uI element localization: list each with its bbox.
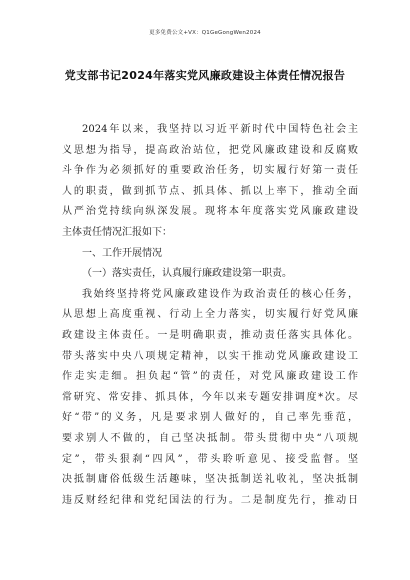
paragraph-line: 带头落实中央八项规定精神，以实干推动党风廉政建设工 <box>62 350 358 362</box>
paragraph-line: 作走实走细。担负起“管”的责任，对党风廉政建设工作 <box>62 371 358 383</box>
header-note: 更多免费公文+VX：Q1GeGongWen2024 <box>149 30 261 36</box>
paragraph-line: 定”，带头狠刹“四风”，带头聆听意见、接受监督。坚 <box>62 453 358 465</box>
document-title: 党支部书记2024年落实党风廉政建设主体责任情况报告 <box>64 69 346 82</box>
paragraph-line: 决抵制庸俗低级生活趣味，坚决抵制送礼收礼，坚决抵制 <box>62 474 358 486</box>
paragraph-line: 违反财经纪律和党纪国法的行为。二是制度先行，推动日 <box>62 494 358 506</box>
paragraph-line: 我始终坚持将党风廉政建设作为政治责任的核心任务， <box>82 288 358 300</box>
paragraph-line: 人的职责，做到抓节点、抓具体、抓以上率下，推动全面 <box>62 185 358 197</box>
document-body <box>62 120 358 511</box>
paragraph-line: 义思想为指导，提高政治站位，把党风廉政建设和反腐败 <box>62 144 358 156</box>
paragraph-line: 政建设主体责任。一是明确职责，推动责任落实具体化。 <box>62 329 358 341</box>
subsection-heading: （一）落实责任，认真履行廉政建设第一职责。 <box>82 268 292 280</box>
paragraph-line: 要求别人不做的，自己坚决抵制。带头贯彻中央“八项规 <box>62 432 358 444</box>
paragraph-line: 好“带”的义务，凡是要求别人做好的，自己率先垂范， <box>62 412 358 424</box>
paragraph-line: 2024年以来，我坚持以习近平新时代中国特色社会主 <box>82 124 358 135</box>
paragraph-line: 常研究、常安排、抓具体，今年以来专题安排调度*次。尽 <box>62 391 358 403</box>
paragraph-line: 从思想上高度重视、行动上全力落实，切实履行好党风廉 <box>62 309 358 321</box>
paragraph-line: 主体责任情况汇报如下： <box>62 226 172 238</box>
paragraph-line: 斗争作为必须抓好的重要政治任务，切实履行好第一责任 <box>62 165 358 177</box>
section-heading: 一、工作开展情况 <box>82 247 162 259</box>
paragraph-line: 从严治党持续向纵深发展。现将本年度落实党风廉政建设 <box>62 206 358 218</box>
